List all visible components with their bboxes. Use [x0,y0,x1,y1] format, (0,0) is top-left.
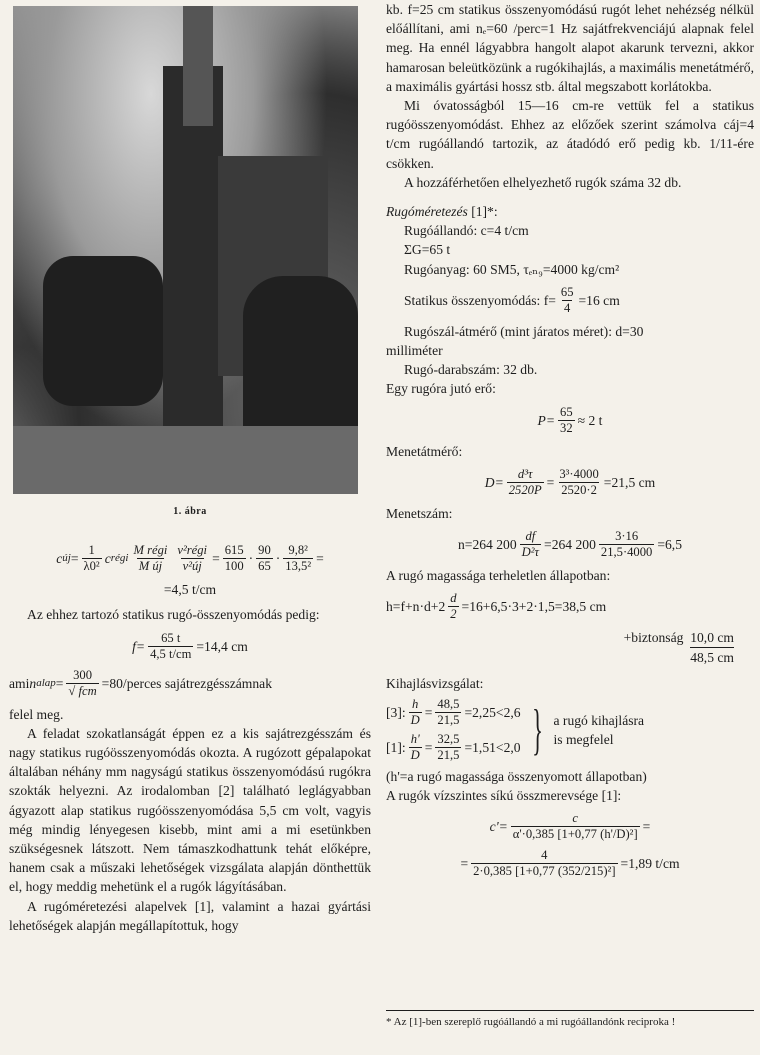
spec-line: Rugószál-átmérő (mint járatos méret): d=30 [404,323,644,339]
spec-line: ΣG=65 t [404,242,451,258]
equation-P: P= $\frac{65}{32}$ ≈ 2 t [537,404,603,435]
buckling-check [386,697,754,763]
equation-h: h=f+n·d+2 $\frac{d}{2}$ =16+6,5·3+2·1,5=38,5 cm [386,591,607,622]
curly-brace-icon: } [531,698,543,761]
equation-c-prime: c'= $\frac{c}{\text{α'·0,385 [1+0,77 (h'/D)²]}}$ = [489,811,651,842]
right-column [386,0,754,885]
buckling-conclusion: a rugó kihajlásra is megfelel [553,712,645,747]
paragraph: Az ehhez tartozó statikus rugó-összenyomódás pedig: [27,607,320,623]
buckling-line-3: [3]: $\frac{h}{D}$ = $\frac{48,5}{21,5}$ =2,25<2,6 [386,696,521,727]
buckling-line-1: [1]: $\frac{h'}{D}$ = $\frac{32,5}{21,5}$ =1,51<2,0 [386,731,521,762]
paragraph: A feladat szokatlanságát éppen ez a kis sajátrezgésszám és nagy statikus rugóösszenyomódás okozta. A rugózott gépalapokat általában néhány mm nagyságú statikus összenyomódású rugókra szokták helyezni. Az irodalomban [2] található leglágyabban ágyazott alap statikus rugóösszenyomódása 5,5 cm volt, vagyis még mindig lényegesen kisebb, mint ami a mi esetünkben szükségesnek látszott. Nem támaszkodhattunk tehát előképre, hanem csak a műszaki lehetőségek vizsgálata alapján dönthettük el, hogy meddig mehetünk el a rugók lágyításában. [9,725,371,895]
equation-c-new: c új = $\frac{1}{\text{λ0²}}$ c régi $\frac{\text{M régi}}{\text{M új}}$ $\frac{\text{v²régi}}{\text{v²új}}$ = $\frac{615}{100}$ · $\frac{90}{65}$ · $\frac{\text{9,8²}}{\text{13,5²}}$ = [56,543,324,574]
figure-caption: 1. ábra [173,506,207,517]
safety-line: +biztonság 10,0 cm [386,628,754,648]
spec-line: A rugó magassága terheletlen állapotban: [386,568,611,584]
paragraph: A rugóméretezési alapelvek [1], valamint a hazai gyártási lehetőségek alapján megállapítottuk, hogy [9,898,371,933]
section-heading: Rugóméretezés [1]*: [386,204,498,220]
equation-c-result: =4,5 t/cm [163,582,217,598]
spec-line: Kihajlásvizsgálat: [386,675,484,691]
spec-line: Egy rugóra jutó erő: [386,381,496,397]
spec-line: Rugó-darabszám: 32 db. [404,362,538,378]
spec-line: Menetátmérő: [386,443,463,459]
paragraph: Mi óvatosságból 15—16 cm-re vettük fel a statikus rugóösszenyomódást. Ehhez az előzőek szerint számolva cáj=4 t/cm rugóállandó tartozik, az átadódó erő pedig kb. 1/11-ére csökken. [386,98,754,171]
equation-n: n=264 200 $\frac{df}{\text{D²τ}}$ =264 200 $\frac{3\cdot 16}{21,5\cdot 4000}$ =6,5 [458,529,682,560]
machine-photo [13,6,358,494]
equation-D: D= $\frac{\text{d³τ}}{2520P}$ = $\frac{\text{3³·4000}}{2520\cdot 2}$ =21,5 cm [484,466,656,497]
spec-line: Rugóállandó: c=4 t/cm [404,223,529,239]
paragraph: A hozzáférhetően elhelyezhető rugók száma 32 db. [404,174,682,190]
spec-line: milliméter [386,343,443,359]
spec-line: Menetszám: [386,505,453,521]
spec-line: Rugóanyag: 60 SM5, τₑₙ₉=4000 kg/cm² [404,261,620,277]
spec-line: A rugók vízszintes síkú összmerevsége [1]: [386,788,622,804]
spec-line: Statikus összenyomódás: f= $\frac{65}{4}$ =16 cm [404,284,620,315]
equation-n-alap: ami n alap = $\frac{300}{\text{√ fcm}}$ =80/perces sajátrezgésszámnak [9,667,273,698]
paragraph: kb. f=25 cm statikus összenyomódású rugót lehet nehézség nélkül előállítani, ami nₑ=60 /perc=1 Hz sajátfrekvenciájú alapnak felel meg. Ha ennél lágyabbra hangolt alapot akarunk tervezni, akkor hamarosan beleütközünk a rugókihajlás, a maximális menetátmérő, a maximális gyártási hossz stb. által megszabott korlátokba. [386,2,754,94]
spec-line: (h'=a rugó magassága összenyomott állapotban) [386,768,647,784]
left-column [9,0,371,935]
safety-total: 48,5 cm [690,650,734,666]
equation-f: f= $\frac{65 t}{4,5 t/cm}$ =14,4 cm [132,630,248,661]
equation-c-prime-result: = $\frac{4}{\text{2·0,385 [1+0,77 (352/215)²]}}$ =1,89 t/cm [460,848,680,879]
footnote: * Az [1]-ben szereplő rugóállandó a mi rugóállandónk reciproka ! [386,1010,754,1029]
paragraph: felel meg. [9,706,64,722]
